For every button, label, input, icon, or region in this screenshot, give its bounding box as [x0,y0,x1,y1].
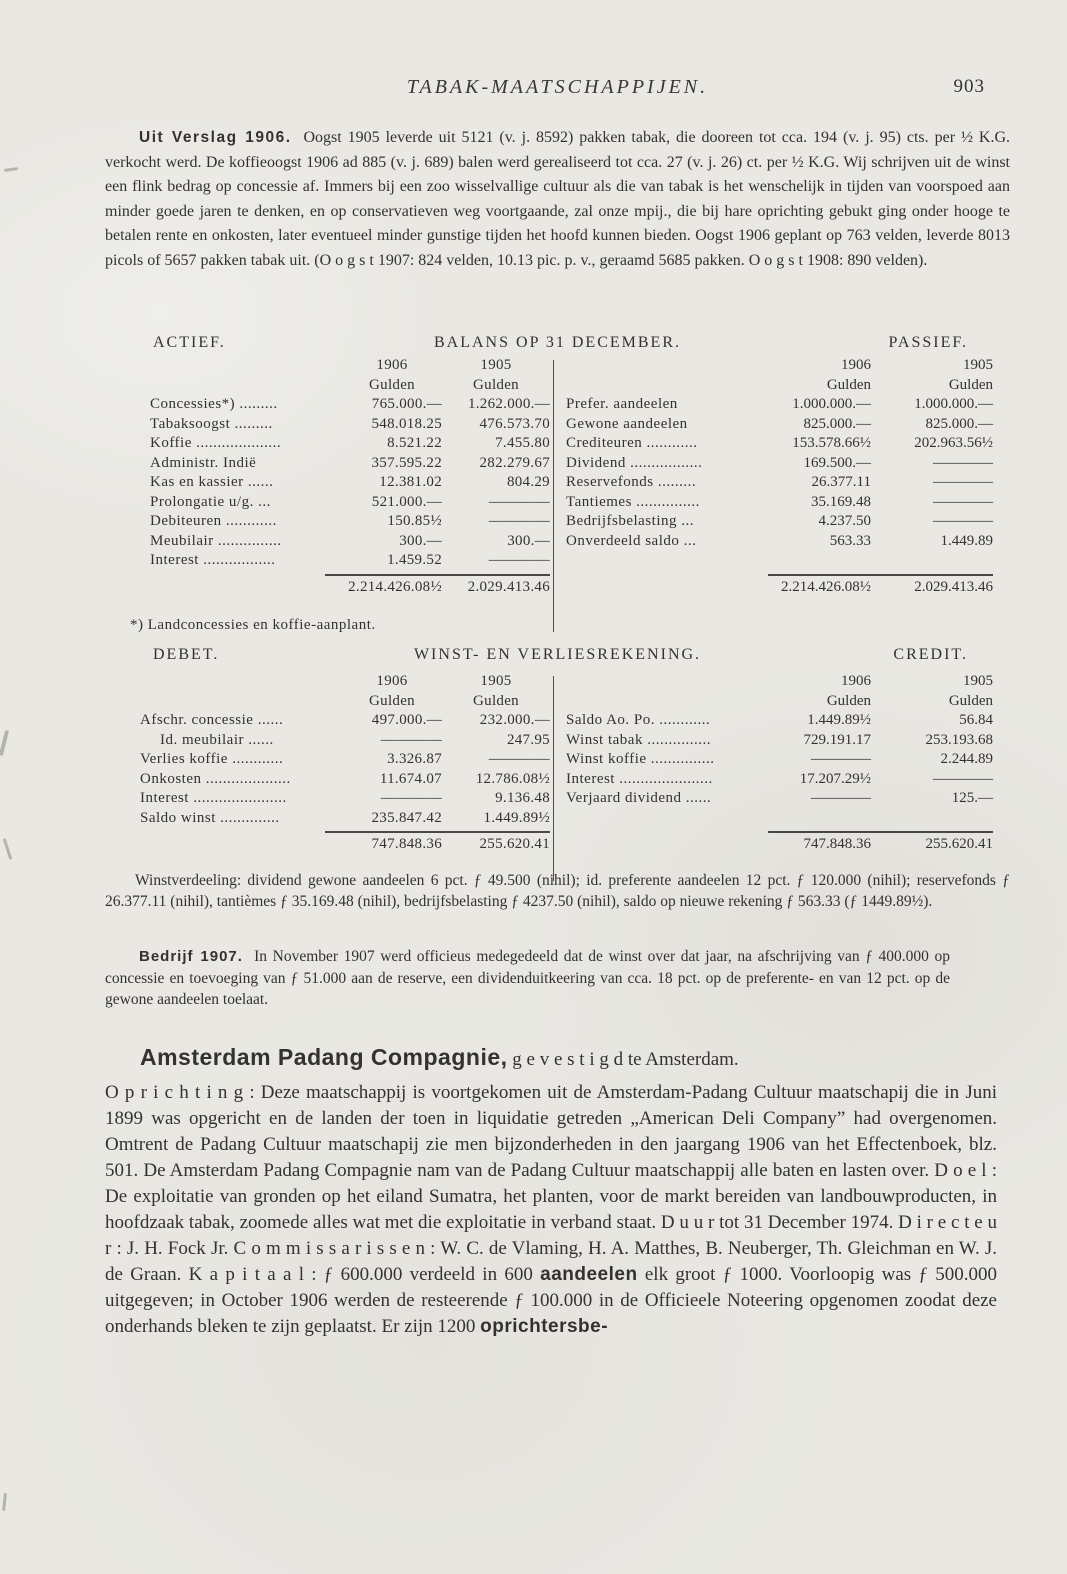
total-row [558,578,993,598]
passief-table [558,356,993,597]
row-label: Dividend ................. [566,454,703,471]
table-row [105,532,550,552]
table-row [558,473,993,493]
row-label: Onkosten .................... [140,770,291,787]
company-heading [140,1044,1010,1071]
row-value: 300.— [507,532,550,549]
table-row [558,454,993,474]
row-value: 125.— [951,790,993,806]
paragraph-winstverdeeling: Winstverdeeling: dividend gewone aandeelen 6 pct. ƒ 49.500 (nihil); id. preferente aandeelen 12 pct. ƒ 120.000 (nihil); reservefonds ƒ 26.377.11 (nihil), tantièmes ƒ 35.169.48 (nihil), bedrijfsbelasting ƒ 4237.50 (nihil), saldo op nieuwe rekening ƒ 563.33 (ƒ 1449.89½). [105,872,1010,910]
row-value: 804.29 [506,474,550,490]
row-label: Winst koffie ............... [566,751,715,767]
row-label: Interest ...................... [140,790,287,806]
currency-label: Gulden [369,692,415,709]
year-1906: 1906 [841,673,871,689]
company-bold-oprichtersbe: oprichtersbe- [480,1316,609,1337]
row-value: 11.674.07 [379,770,442,787]
currency-label: Gulden [826,692,871,709]
row-value: 169.500.— [803,454,871,471]
paragraph-verslag-1906 [105,126,1010,273]
table-row [558,770,993,790]
page-title: TABAK-MAATSCHAPPIJEN. [406,76,709,98]
table-row [558,789,993,809]
row-value: 9.136.48 [495,790,550,806]
company-text: elk groot ƒ 1000. Voorloopig was ƒ 500.000 uitgegeven; in October 1906 werden de resteerende ƒ 100.000 in de Officieele Noteering opgenomen zoodat deze onderhands bleken te zijn geplaatst. Er zijn 1200 [105,1264,997,1337]
row-value: 26.377.11 [811,474,871,490]
margin-mark [4,167,18,172]
currency-header-row [558,376,993,396]
table-row [105,770,550,790]
row-label: Meubilair ............... [150,532,282,549]
row-label: Crediteuren ............ [566,435,698,451]
row-value: ———— [811,751,871,767]
row-value: 253.193.68 [925,731,993,748]
table-row [105,750,550,770]
currency-label: Gulden [948,376,993,393]
row-value: 150.85½ [387,513,442,529]
row-value: ———— [380,790,442,806]
total-value: 255.620.41 [925,836,993,852]
row-value: 7.455.80 [495,435,550,451]
table-row [558,532,993,552]
table-row [105,473,550,493]
total-value: 255.620.41 [479,836,550,852]
table-row [558,731,993,751]
row-label: Concessies*) ......... [150,396,278,412]
table-row [558,415,993,435]
table-row [105,809,550,829]
year-header-row [105,356,550,376]
row-value: 247.95 [506,731,550,748]
table-row [558,512,993,532]
row-label: Afschr. concessie ...... [140,712,284,728]
verslag-lead: Uit Verslag 1906. [139,129,292,146]
row-value: 476.573.70 [479,415,550,432]
row-value: ———— [811,790,871,806]
total-rule [768,574,993,576]
debet-table [105,672,550,855]
row-value: 765.000.— [371,396,442,412]
row-value: ———— [488,552,550,568]
currency-label: Gulden [473,692,519,709]
currency-label: Gulden [473,376,519,393]
currency-header-row [558,692,993,712]
company-seat: te Amsterdam. [627,1049,739,1070]
table-row [105,551,550,571]
row-label: Interest ................. [150,552,276,568]
row-label: Bedrijfsbelasting ... [566,513,694,529]
company-bold-aandeelen: aandeelen [540,1264,638,1285]
currency-label: Gulden [369,376,415,393]
passief-heading: PASSIEF. [888,334,968,351]
row-value: ———— [933,474,993,490]
row-label: Kas en kassier ...... [150,474,274,490]
actief-table [105,356,550,597]
row-value: 282.279.67 [479,454,550,471]
row-value: 1.449.89½ [483,809,550,826]
total-value: 747.848.36 [803,836,871,852]
row-value: 563.33 [829,532,871,549]
year-header-row [105,672,550,692]
row-value: ———— [933,454,993,471]
year-header-row [558,672,993,692]
table-row [558,750,993,770]
row-value: 3.326.87 [387,751,442,767]
year-1905: 1905 [480,673,512,689]
currency-label: Gulden [826,376,871,393]
row-label: Prolongatie u/g. ... [150,493,271,510]
company-body [105,1080,997,1340]
paragraph-bedrijf-1907 [105,946,950,1011]
currency-header-row [105,692,550,712]
row-value: 825.000.— [925,415,993,432]
row-value: 1.000.000.— [792,396,871,412]
row-label: Tabaksoogst ......... [150,415,273,432]
total-rule [768,831,993,833]
row-value: 17.207.29½ [799,770,871,787]
row-label: Reservefonds ......... [566,474,697,490]
row-value: 2.244.89 [940,751,993,767]
table-row [105,454,550,474]
year-1905: 1905 [963,673,993,689]
row-value: ———— [933,513,993,529]
table-row [558,711,993,731]
row-value: 56.84 [959,712,993,728]
year-1906: 1906 [376,357,408,373]
row-value: 729.191.17 [803,731,871,748]
row-value: 8.521.22 [387,435,442,451]
table-row [105,415,550,435]
row-label: Onverdeeld saldo ... [566,532,697,549]
total-row [105,578,550,598]
row-value: ———— [933,493,993,510]
row-value: 153.578.66½ [792,435,871,451]
company-text: O p r i c h t i n g : Deze maatschappij is voortgekomen uit de Amsterdam-Padang Cultuur maatschapij die in Juni 1899 was opgericht en de landen der toen in liquidatie getreden „American Deli Company” had overgenomen. Omtrent de Padang Cultuur maatschapij zie men bijzonderheden in den jaargang 1906 van het Effectenboek, blz. 501. De Amsterdam Padang Compagnie nam van de Padang Cultuur maatschappij alle baten en lasten over. D o e l : De exploitatie van gronden op het eiland Sumatra, het planten, voor de markt bereiden van landbouwproducten, in hoofdzaak tabak, zoomede alles wat met die exploitatie in verband staat. D u u r tot 31 December 1974. D i r e c t e u r : J. H. Fock Jr. C o m m i s s a r i s s e n : W. C. de Vlaming, H. A. Matthes, B. Neuberger, Th. Gleichman en W. J. de Graan. K a p i t a a l : ƒ 600.000 verdeeld in 600 [105,1082,997,1285]
row-value: ———— [933,770,993,787]
table-row [105,493,550,513]
margin-mark [2,1493,7,1511]
total-value: 2.029.413.46 [467,578,550,595]
row-value: 12.786.08½ [475,770,550,787]
row-value: 235.847.42 [371,809,442,826]
row-value: ———— [488,493,550,510]
row-label: Id. meubilair ...... [160,731,274,748]
row-value: 1.262.000.— [467,396,550,412]
row-value: 357.595.22 [371,454,442,471]
row-label: Gewone aandeelen [566,415,688,432]
row-label: Administr. Indië [150,454,257,471]
balans-footnote: *) Landconcessies en koffie-aanplant. [130,617,376,633]
row-value: 12.381.02 [379,474,442,490]
table-divider [553,360,554,632]
row-value: 35.169.48 [811,493,871,510]
row-value: 300.— [399,532,442,549]
year-1905: 1905 [963,357,993,373]
currency-header-row [105,376,550,396]
row-label: Tantiemes ............... [566,493,700,510]
debet-heading: DEBET. [153,646,220,663]
margin-mark [0,730,9,756]
currency-label: Gulden [948,692,993,709]
row-label: Interest ...................... [566,770,713,787]
total-value: 2.214.426.08½ [781,578,871,595]
row-label: Koffie .................... [150,435,282,451]
year-header-row [558,356,993,376]
table-row [105,395,550,415]
table-row [105,789,550,809]
actief-heading: ACTIEF. [153,334,226,351]
row-label: Saldo Ao. Po. ............ [566,712,711,728]
balans-title: BALANS OP 31 DECEMBER. [434,334,681,351]
table-row [558,395,993,415]
table-row [105,731,550,751]
row-value: 202.963.56½ [914,435,993,451]
row-value: 4.237.50 [818,513,871,529]
spacer [558,551,993,571]
winst-title: WINST- EN VERLIESREKENING. [413,646,702,663]
table-divider [553,676,554,881]
company-name: Amsterdam Padang Compagnie, [140,1044,508,1070]
verslag-body: Oogst 1905 leverde uit 5121 (v. j. 8592) pakken tabak, die dooreen tot cca. 194 (v. j. 95) cts. per ½ K.G. verkocht werd. De koffieoogst 1906 ad 885 (v. j. 689) balen werd gerealiseerd tot cca. 27 (v. j. 26) ct. per ½ K.G. Wij schrijven uit de winst een flink bedrag op concessie af. Immers bij een zoo wisselvallige cultuur als die van tabak is het wenschelijk in tijden van voorspoed aan minder goede jaren te denken, en op conservatieven weg voortgaande, zal onze mpij., die bij hare oprichting gebukt ging onder hooge te betalen rente en onkosten, later eventueel minder gunstige tijden het hoofd kunnen bieden. Oogst 1906 geplant op 763 velden, leverde 8013 picols of 5657 pakken tabak uit. (O o g s t 1907: 824 velden, 10.13 pic. p. v., geraamd 5685 pakken. O o g s t 1908: 890 velden). [105,129,1011,269]
total-rule [325,831,550,833]
row-value: 548.018.25 [371,415,442,432]
row-value: 232.000.— [479,712,550,728]
row-value: 1.459.52 [387,552,442,568]
margin-mark [3,838,13,860]
total-row [105,835,550,855]
row-value: 1.449.89½ [807,712,871,728]
row-value: ———— [488,751,550,767]
row-label: Prefer. aandeelen [566,396,678,412]
total-row [558,835,993,855]
row-label: Verjaard dividend ...... [566,790,712,806]
bedrijf-body: In November 1907 werd officieus medegedeeld dat de winst over dat jaar, na afschrijving van ƒ 400.000 op concessie en toevoeging van ƒ 51.000 aan de reserve, een dividenduitkeering van cca. 18 pct. op de preferente- en van 12 pct. op de gewone aandeelen toelaat. [105,948,950,1008]
spacer [558,809,993,829]
credit-heading: CREDIT. [893,646,968,663]
row-label: Debiteuren ............ [150,513,277,529]
total-rule [325,574,550,576]
table-row [558,493,993,513]
credit-table [558,672,993,855]
row-value: 1.449.89 [940,532,993,549]
bedrijf-lead: Bedrijf 1907. [139,948,243,965]
row-value: ———— [380,731,442,748]
row-value: 1.000.000.— [914,396,993,412]
page-number: 903 [953,76,985,97]
company-seat-spaced: g e v e s t i g d [507,1049,628,1070]
row-value: 825.000.— [803,415,871,432]
table-row [105,512,550,532]
year-1905: 1905 [480,357,512,373]
total-value: 2.214.426.08½ [348,578,442,595]
row-label: Winst tabak ............... [566,731,711,748]
table-row [105,711,550,731]
row-label: Verlies koffie ............ [140,751,284,767]
row-value: 521.000.— [371,493,442,510]
total-value: 747.848.36 [371,836,442,852]
row-value: ———— [488,513,550,529]
table-row [105,434,550,454]
year-1906: 1906 [841,357,871,373]
row-value: 497.000.— [371,712,442,728]
total-value: 2.029.413.46 [914,578,993,595]
row-label: Saldo winst .............. [140,809,280,826]
table-row [558,434,993,454]
year-1906: 1906 [376,673,408,689]
